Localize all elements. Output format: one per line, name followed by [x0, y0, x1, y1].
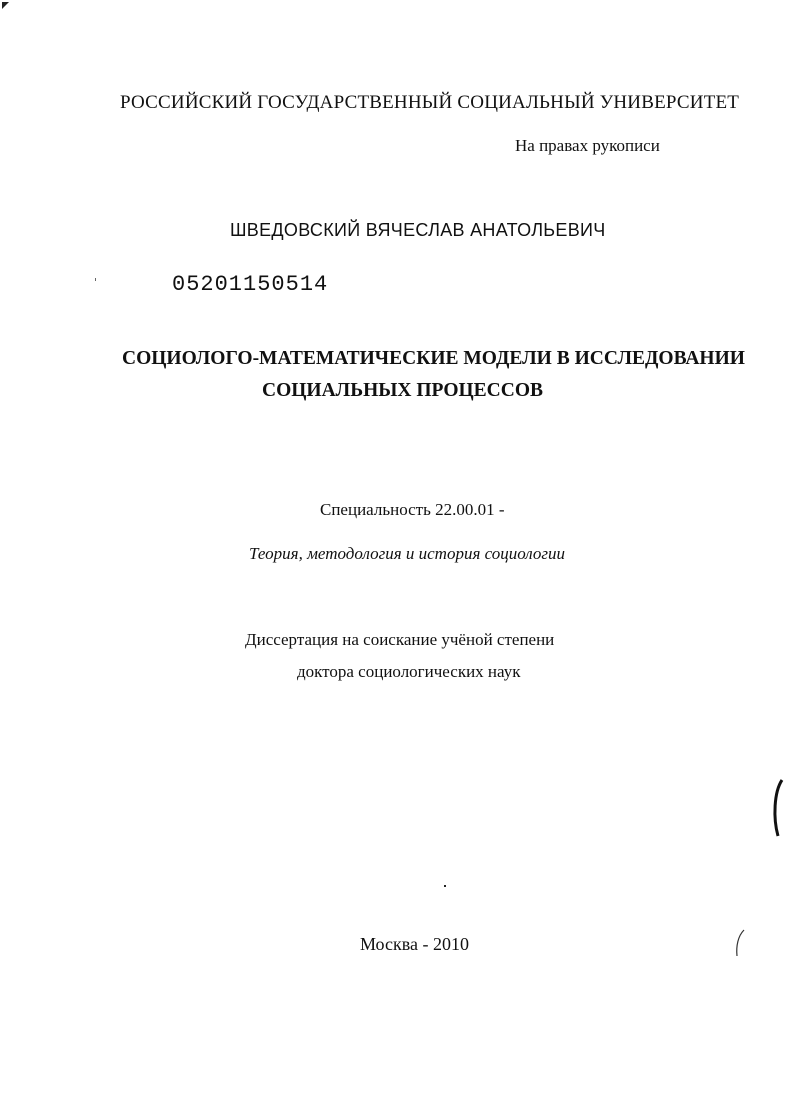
registry-number: 05201150514 — [172, 272, 329, 297]
scan-artifact-stroke — [734, 928, 746, 958]
specialty-name: Теория, методология и история социологии — [249, 544, 566, 563]
specialty-code: Специальность 22.00.01 - — [320, 500, 505, 519]
scan-artifact-dot — [95, 278, 96, 281]
city-year: Москва - 2010 — [360, 934, 469, 954]
scan-artifact-corner — [2, 2, 10, 10]
university-name: РОССИЙСКИЙ ГОСУДАРСТВЕННЫЙ СОЦИАЛЬНЫЙ УНИВЕРСИТЕТ — [120, 92, 740, 113]
scan-artifact-dot — [444, 885, 446, 887]
dissertation-title-line-2: СОЦИАЛЬНЫХ ПРОЦЕССОВ — [262, 380, 544, 401]
scan-artifact-bracket — [770, 778, 784, 838]
manuscript-note: На правах рукописи — [515, 136, 660, 155]
degree-line-1: Диссертация на соискание учёной степени — [245, 630, 555, 649]
degree-line-2: доктора социологических наук — [297, 662, 521, 681]
dissertation-title-line-1: СОЦИОЛОГО-МАТЕМАТИЧЕСКИЕ МОДЕЛИ В ИССЛЕДОВАНИИ — [122, 348, 745, 369]
author-name: ШВЕДОВСКИЙ ВЯЧЕСЛАВ АНАТОЛЬЕВИЧ — [230, 220, 606, 240]
